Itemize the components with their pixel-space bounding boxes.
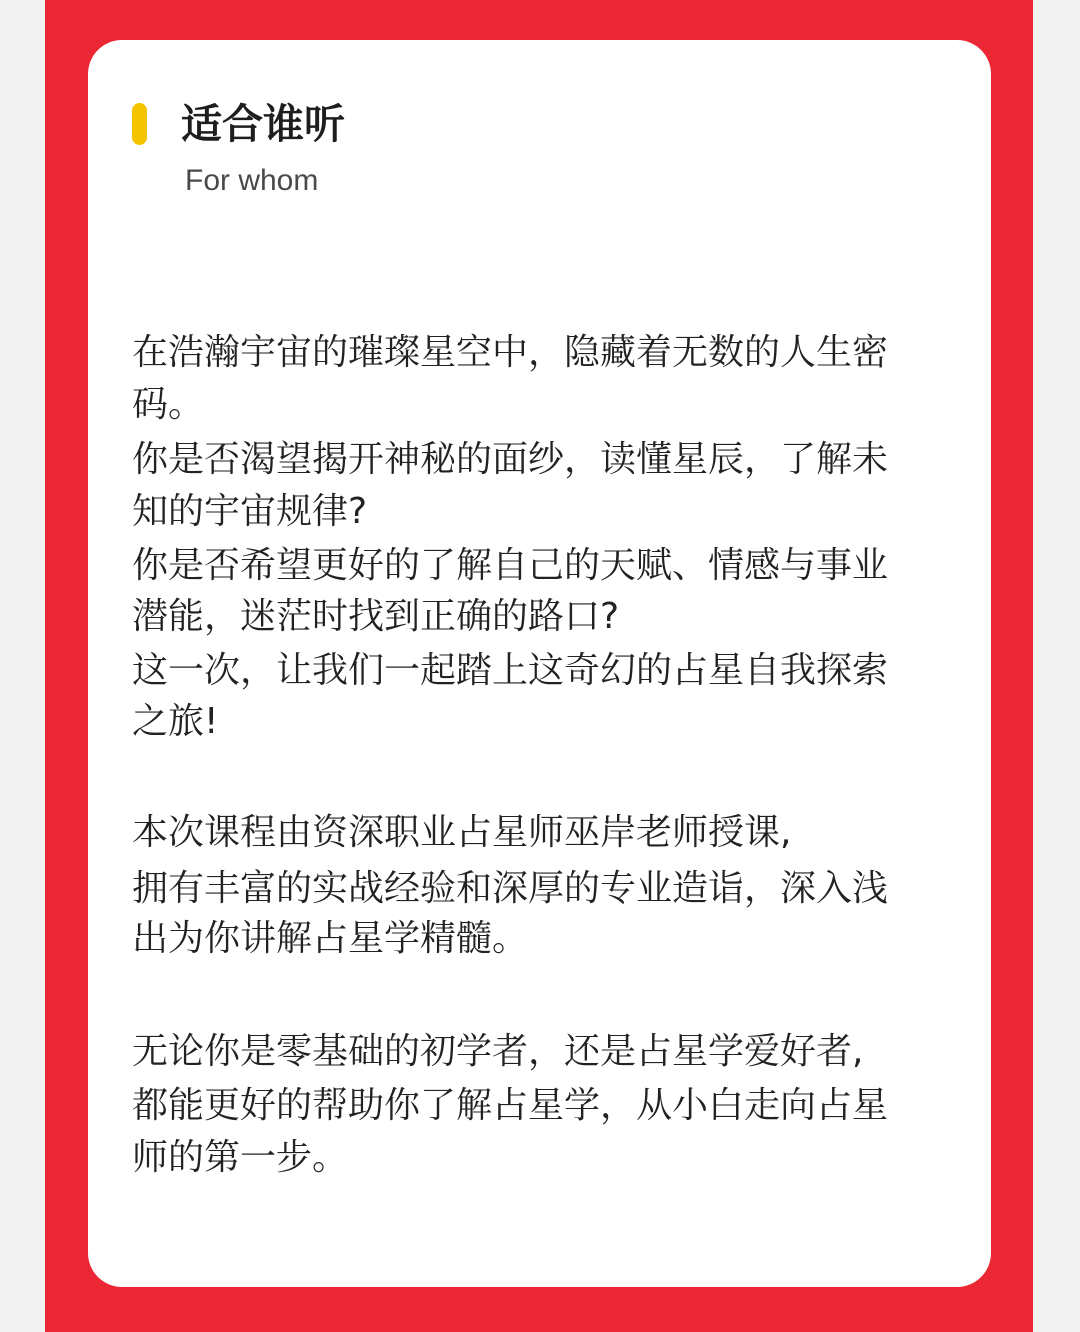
body-line: 你是否渴望揭开神秘的面纱，读懂星辰，了解未 [132,439,889,480]
body-line: 知的宇宙规律? [132,491,368,532]
section-subtitle: For whom [185,164,319,197]
body-line: 无论你是零基础的初学者，还是占星学爱好者, [132,1031,864,1072]
body-line: 拥有丰富的实战经验和深厚的专业造诣，深入浅 [132,868,889,909]
body-line: 都能更好的帮助你了解占星学，从小白走向占星 [132,1085,889,1126]
body-line: 码。 [132,384,205,425]
body-line: 这一次，让我们一起踏上这奇幻的占星自我探索 [132,650,889,691]
body-line: 师的第一步。 [132,1137,349,1178]
section-accent-bar [132,103,147,145]
section-title: 适合谁听 [181,100,345,148]
body-line: 本次课程由资深职业占星师巫岸老师授课, [132,812,792,853]
body-line: 潜能，迷茫时找到正确的路口? [132,596,620,637]
body-line: 你是否希望更好的了解自己的天赋、情感与事业 [132,545,889,586]
body-line: 在浩瀚宇宙的璀璨星空中，隐藏着无数的人生密 [132,332,889,373]
body-line: 之旅! [132,701,219,742]
body-line: 出为你讲解占星学精髓。 [132,918,529,959]
